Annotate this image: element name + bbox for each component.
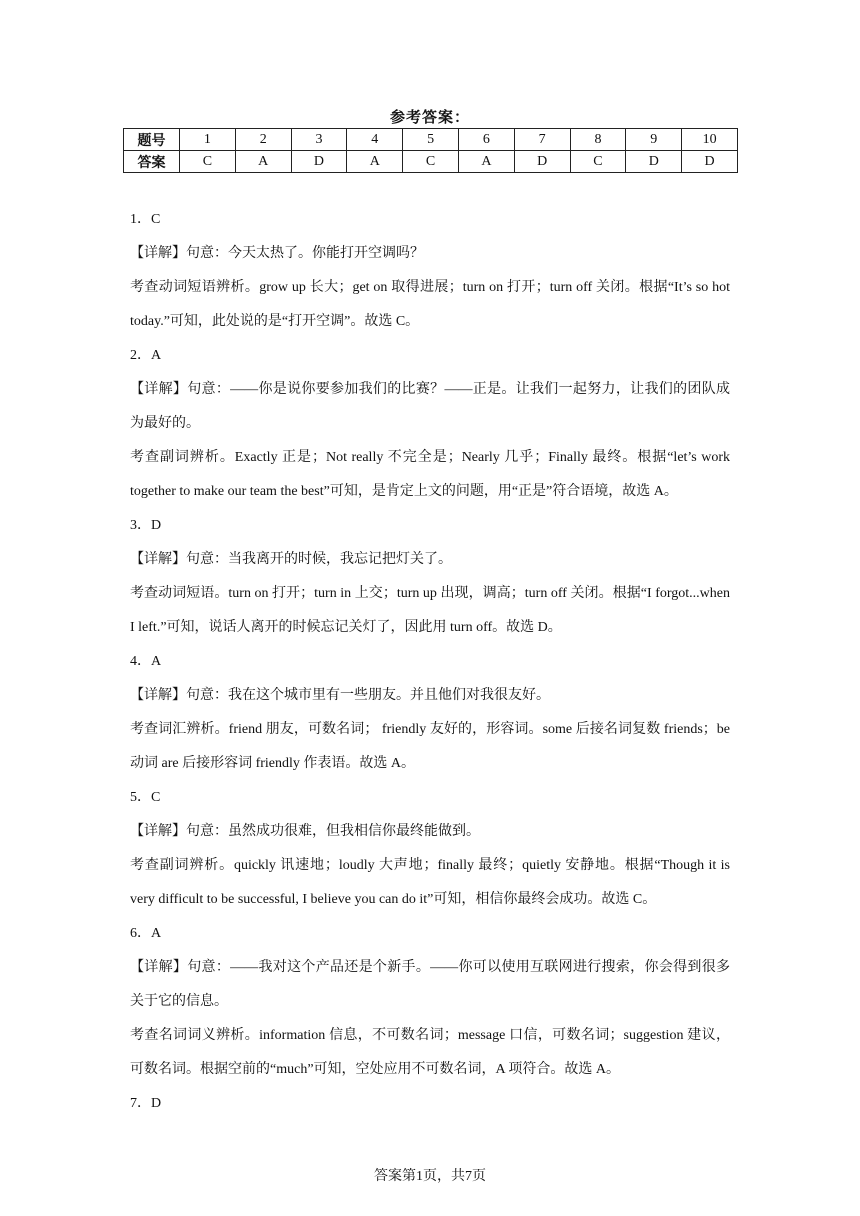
table-cell: A — [458, 151, 514, 173]
item-heading: 4．A — [130, 654, 162, 669]
answer-table — [123, 128, 738, 173]
table-cell: 2 — [235, 129, 291, 151]
item-detail: 【详解】句意：当我离开的时候，我忘记把灯关了。 — [130, 552, 452, 567]
table-cell: A — [347, 151, 403, 173]
table-cell: D — [682, 151, 738, 173]
table-cell: 8 — [570, 129, 626, 151]
item-detail: 【详解】句意：今天太热了。你能打开空调吗？ — [130, 246, 424, 261]
item-heading: 3．D — [130, 518, 162, 533]
item-heading: 1．C — [130, 212, 161, 227]
item-detail: 【详解】句意：我在这个城市里有一些朋友。并且他们对我很友好。 — [130, 688, 550, 703]
item-analysis: 考查名词词义辨析。information 信息，不可数名词；message 口信，可数名词；suggestion 建议，可数名词。根据空前的“much”可知，空处应用不可数名词，A 项符合。故选 A。 — [130, 1028, 730, 1077]
table-row-numbers — [124, 129, 738, 151]
item-detail: 【详解】句意：虽然成功很难，但我相信你最终能做到。 — [130, 824, 480, 839]
table-cell: 4 — [347, 129, 403, 151]
table-cell: 6 — [458, 129, 514, 151]
table-cell: C — [570, 151, 626, 173]
item-detail: 【详解】句意：——我对这个产品还是个新手。——你可以使用互联网进行搜索，你会得到很多关于它的信息。 — [130, 960, 730, 1009]
table-cell: C — [403, 151, 459, 173]
table-cell: C — [180, 151, 236, 173]
page-footer: 答案第1页，共7页 — [374, 1169, 486, 1184]
item-detail: 【详解】句意：——你是说你要参加我们的比赛？——正是。让我们一起努力，让我们的团队成为最好的。 — [130, 382, 730, 431]
row-label-answer: 答案 — [124, 151, 180, 173]
item-analysis: 考查副词辨析。Exactly 正是；Not really 不完全是；Nearly 几乎；Finally 最终。根据“let’s work together to make our team the best”可知，是肯定上文的问题，用“正是”符合语境，故选 A。 — [130, 450, 730, 499]
page-title: 参考答案： — [389, 110, 470, 126]
item-heading: 6．A — [130, 926, 162, 941]
table-cell: 10 — [682, 129, 738, 151]
item-analysis: 考查动词短语辨析。grow up 长大；get on 取得进展；turn on 打开；turn off 关闭。根据“It’s so hot today.”可知，此处说的是“打开空调”。故选 C。 — [130, 280, 730, 329]
table-cell: 7 — [514, 129, 570, 151]
table-row-answers — [124, 151, 738, 173]
item-heading: 5．C — [130, 790, 161, 805]
item-heading: 7．D — [130, 1096, 162, 1111]
explanations — [130, 203, 730, 1121]
item-analysis: 考查词汇辨析。friend 朋友，可数名词； friendly 友好的，形容词。some 后接名词复数 friends；be 动词 are 后接形容词 friendly 作表语。故选 A。 — [130, 722, 730, 771]
table-cell: D — [626, 151, 682, 173]
table-cell: D — [514, 151, 570, 173]
table-cell: 1 — [180, 129, 236, 151]
table-cell: 9 — [626, 129, 682, 151]
item-analysis: 考查副词辨析。quickly 讯速地；loudly 大声地；finally 最终；quietly 安静地。根据“Though it is very difficult to be successful, I believe you can do it”可知，相信你最终会成功。故选 C。 — [130, 858, 730, 907]
table-cell: 5 — [403, 129, 459, 151]
table-cell: 3 — [291, 129, 347, 151]
item-analysis: 考查动词短语。turn on 打开；turn in 上交；turn up 出现，调高；turn off 关闭。根据“I forgot...when I left.”可知，说话人离开的时候忘记关灯了，因此用 turn off。故选 D。 — [130, 586, 730, 635]
row-label-number: 题号 — [124, 129, 180, 151]
item-heading: 2．A — [130, 348, 162, 363]
table-cell: D — [291, 151, 347, 173]
table-cell: A — [235, 151, 291, 173]
